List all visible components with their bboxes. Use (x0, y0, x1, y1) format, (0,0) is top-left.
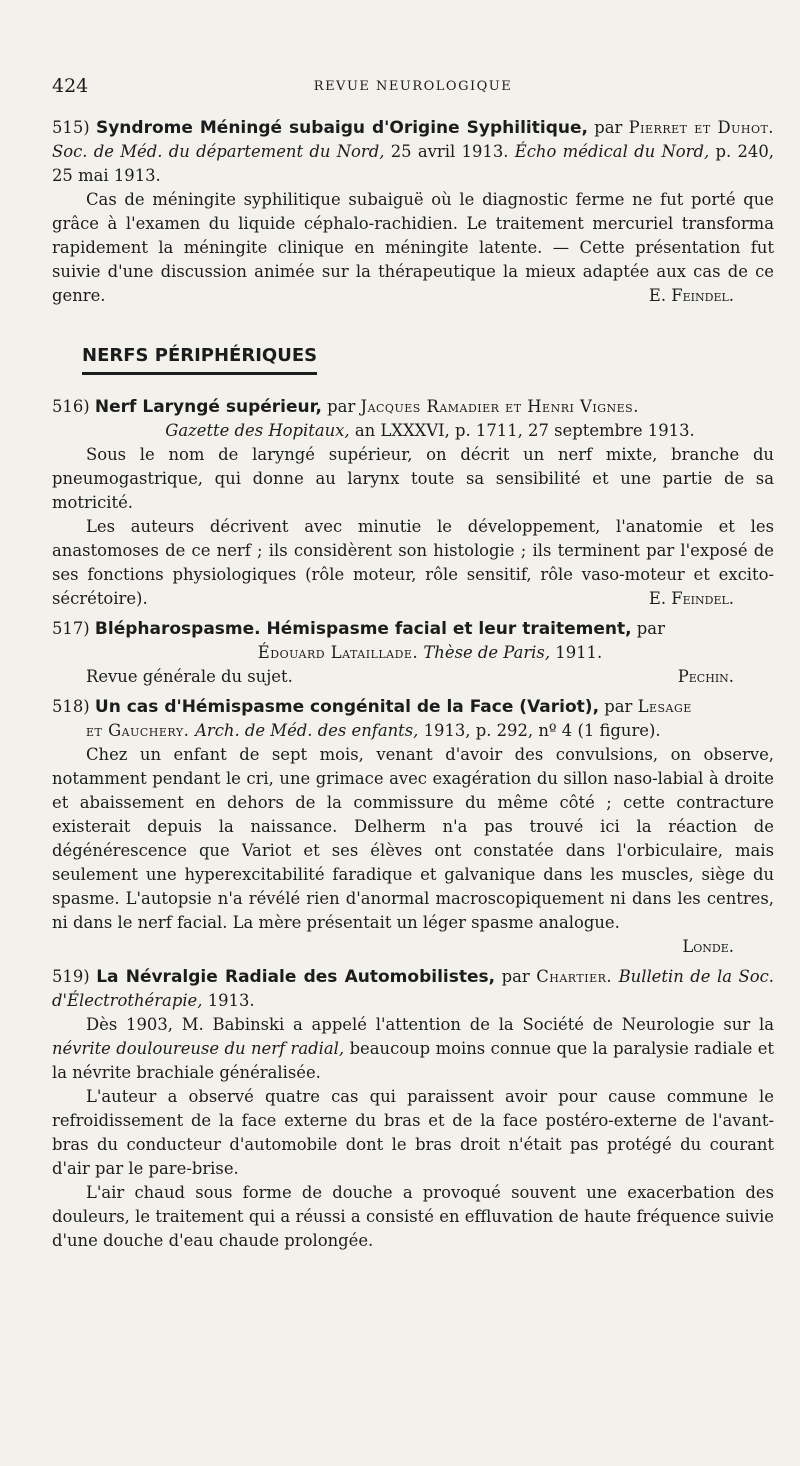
entry-body-text: Cas de méningite syphilitique subaiguë où le diagnostic ferme ne fut porté que grâce à l'examen du liquide céphalo-rachidien. Le traitement mercuriel transforma rapidement la méningite clinique en méningite latente. — Cette présentation fut suivie d'une discussion animée sur la thérapeutique la mieux adaptée aux cas de ce genre. (52, 190, 774, 305)
abstract-517 (52, 617, 774, 689)
by-word: par (587, 118, 629, 137)
entry-signature: Londe. (682, 937, 734, 956)
entry-signature: Pechin. (677, 667, 734, 686)
entry-source: Gazette des Hopitaux, (165, 421, 350, 440)
entry-number: 518) (52, 697, 90, 716)
entry-body (52, 1013, 774, 1085)
entry-source-line (52, 719, 774, 743)
entry-source: Thèse de Paris, (423, 643, 551, 662)
entry-title: La Névralgie Radiale des Automobilistes, (96, 967, 496, 987)
entry-author: Édouard Lataillade. (257, 643, 419, 662)
entry-source: Arch. de Méd. des enfants, (195, 721, 419, 740)
entry-source-detail: 1911. (550, 643, 603, 662)
by-word: par (495, 967, 537, 986)
page-number: 424 (52, 75, 89, 97)
entry-body: Chez un enfant de sept mois, venant d'avoir des convulsions, on observe, notamment pendant le cri, une grimace avec exagération du sillon naso-labial à droite et abaissement en dehors de la commissure du même côté ; cette contracture existerait depuis la naissance. Delherm n'a pas trouvé ici la réaction de dégénérescence que Variot et ses élèves ont constatée dans l'orbiculaire, mais seulement une hyperexcitabilité faradique et galvanique dans les muscles, siège du spasme. L'autopsie n'a révélé rien d'anormal macroscopiquement ni dans les centres, ni dans le nerf facial. La mère présentait un léger spasme analogue. (52, 745, 774, 932)
entry-title: Blépharospasme. Hémispasme facial et leur traitement, (94, 619, 632, 639)
abstract-518 (52, 695, 774, 959)
entry-body (52, 665, 774, 689)
entry-source-detail: 1913, p. 292, nº 4 (1 figure). (418, 721, 661, 740)
entry-signature: E. Feindel. (648, 589, 734, 608)
entry-source: Bulletin de la Soc. d'Électrothérapie, (52, 967, 774, 1010)
by-word: par (599, 697, 638, 716)
entry-title: Syndrome Méningé subaigu d'Origine Syphilitique, (95, 118, 588, 138)
entry-head (52, 695, 774, 743)
entry-number: 515) (52, 118, 90, 137)
entry-author: Lesage (637, 697, 692, 716)
entry-author: Pierret (628, 118, 688, 137)
abstract-519 (52, 965, 774, 1253)
entry-coauthor: et Gauchery. (86, 721, 196, 740)
entry-body-text: Les auteurs décrivent avec minutie le développement, l'anatomie et les anastomoses de ce nerf ; ils considèrent son histologie ; ils terminent par l'exposé de ses fonctions physiologiques (rôle moteur, rôle sensitif, rôle vaso-moteur et excito-sécrétoire). (52, 517, 774, 608)
entry-coauthor: et Duhot. (687, 118, 775, 137)
entry-source-2: Écho médical du Nord, (514, 142, 710, 161)
abstract-515 (52, 116, 774, 308)
entry-source: Soc. de Méd. du département du Nord, (52, 142, 385, 161)
entry-source-detail: an LXXXVI, p. 1711, 27 septembre 1913. (349, 421, 695, 440)
entry-head (52, 116, 774, 188)
entry-body (52, 188, 774, 308)
entry-body-text: Dès 1903, M. Babinski a appelé l'attention de la Société de Neurologie sur la (86, 1015, 774, 1034)
entry-body-italic: névrite douloureuse du nerf radial, (52, 1039, 345, 1058)
entry-head (52, 965, 774, 1013)
entry-number: 517) (52, 619, 90, 638)
entry-head (52, 617, 774, 665)
entry-source-detail: 25 avril 1913. (384, 142, 515, 161)
entry-head (52, 395, 774, 443)
entry-body: Sous le nom de laryngé supérieur, on décrit un nerf mixte, branche du pneumogastrique, qui donne au larynx toute sa sensibilité et une partie de sa motricité. (52, 445, 774, 512)
entry-source-line (52, 641, 774, 665)
content (52, 116, 774, 1259)
entry-number: 516) (52, 397, 90, 416)
running-head (52, 75, 774, 101)
entry-body: L'auteur a observé quatre cas qui paraissent avoir pour cause commune le refroidissement de la face externe du bras et de la face postéro-externe de l'avant-bras du conducteur d'automobile dont le bras droit n'était pas protégé du courant d'air par le pare-brise. (52, 1087, 774, 1178)
entry-signature: E. Feindel. (648, 286, 734, 305)
by-word: par (321, 397, 361, 416)
entry-body-text: Revue générale du sujet. (86, 667, 293, 686)
entry-source-2-detail: p. 240, 25 mai 1913. (52, 142, 774, 185)
abstract-516 (52, 395, 774, 611)
entry-body-text: beaucoup moins connue que la paralysie radiale et la névrite brachiale généralisée. (52, 1039, 775, 1082)
entry-title: Un cas d'Hémispasme congénital de la Face (Variot), (94, 697, 600, 717)
entry-source-detail: 1913. (202, 991, 255, 1010)
entry-author: Chartier. (536, 967, 613, 986)
by-word: par (631, 619, 665, 638)
entry-title: Nerf Laryngé supérieur, (94, 397, 322, 417)
section-heading: NERFS PÉRIPHÉRIQUES (82, 344, 317, 375)
entry-author: Jacques Ramadier et Henri Vignes. (360, 397, 639, 416)
journal-title: REVUE NEUROLOGIQUE (313, 79, 513, 94)
entry-body (52, 515, 774, 611)
entry-number: 519) (52, 967, 90, 986)
entry-source-line (52, 419, 774, 443)
entry-body: L'air chaud sous forme de douche a provoqué souvent une exacerbation des douleurs, le traitement qui a réussi a consisté en effluvation de haute fréquence suivie d'une douche d'eau chaude prolongée. (52, 1183, 774, 1250)
